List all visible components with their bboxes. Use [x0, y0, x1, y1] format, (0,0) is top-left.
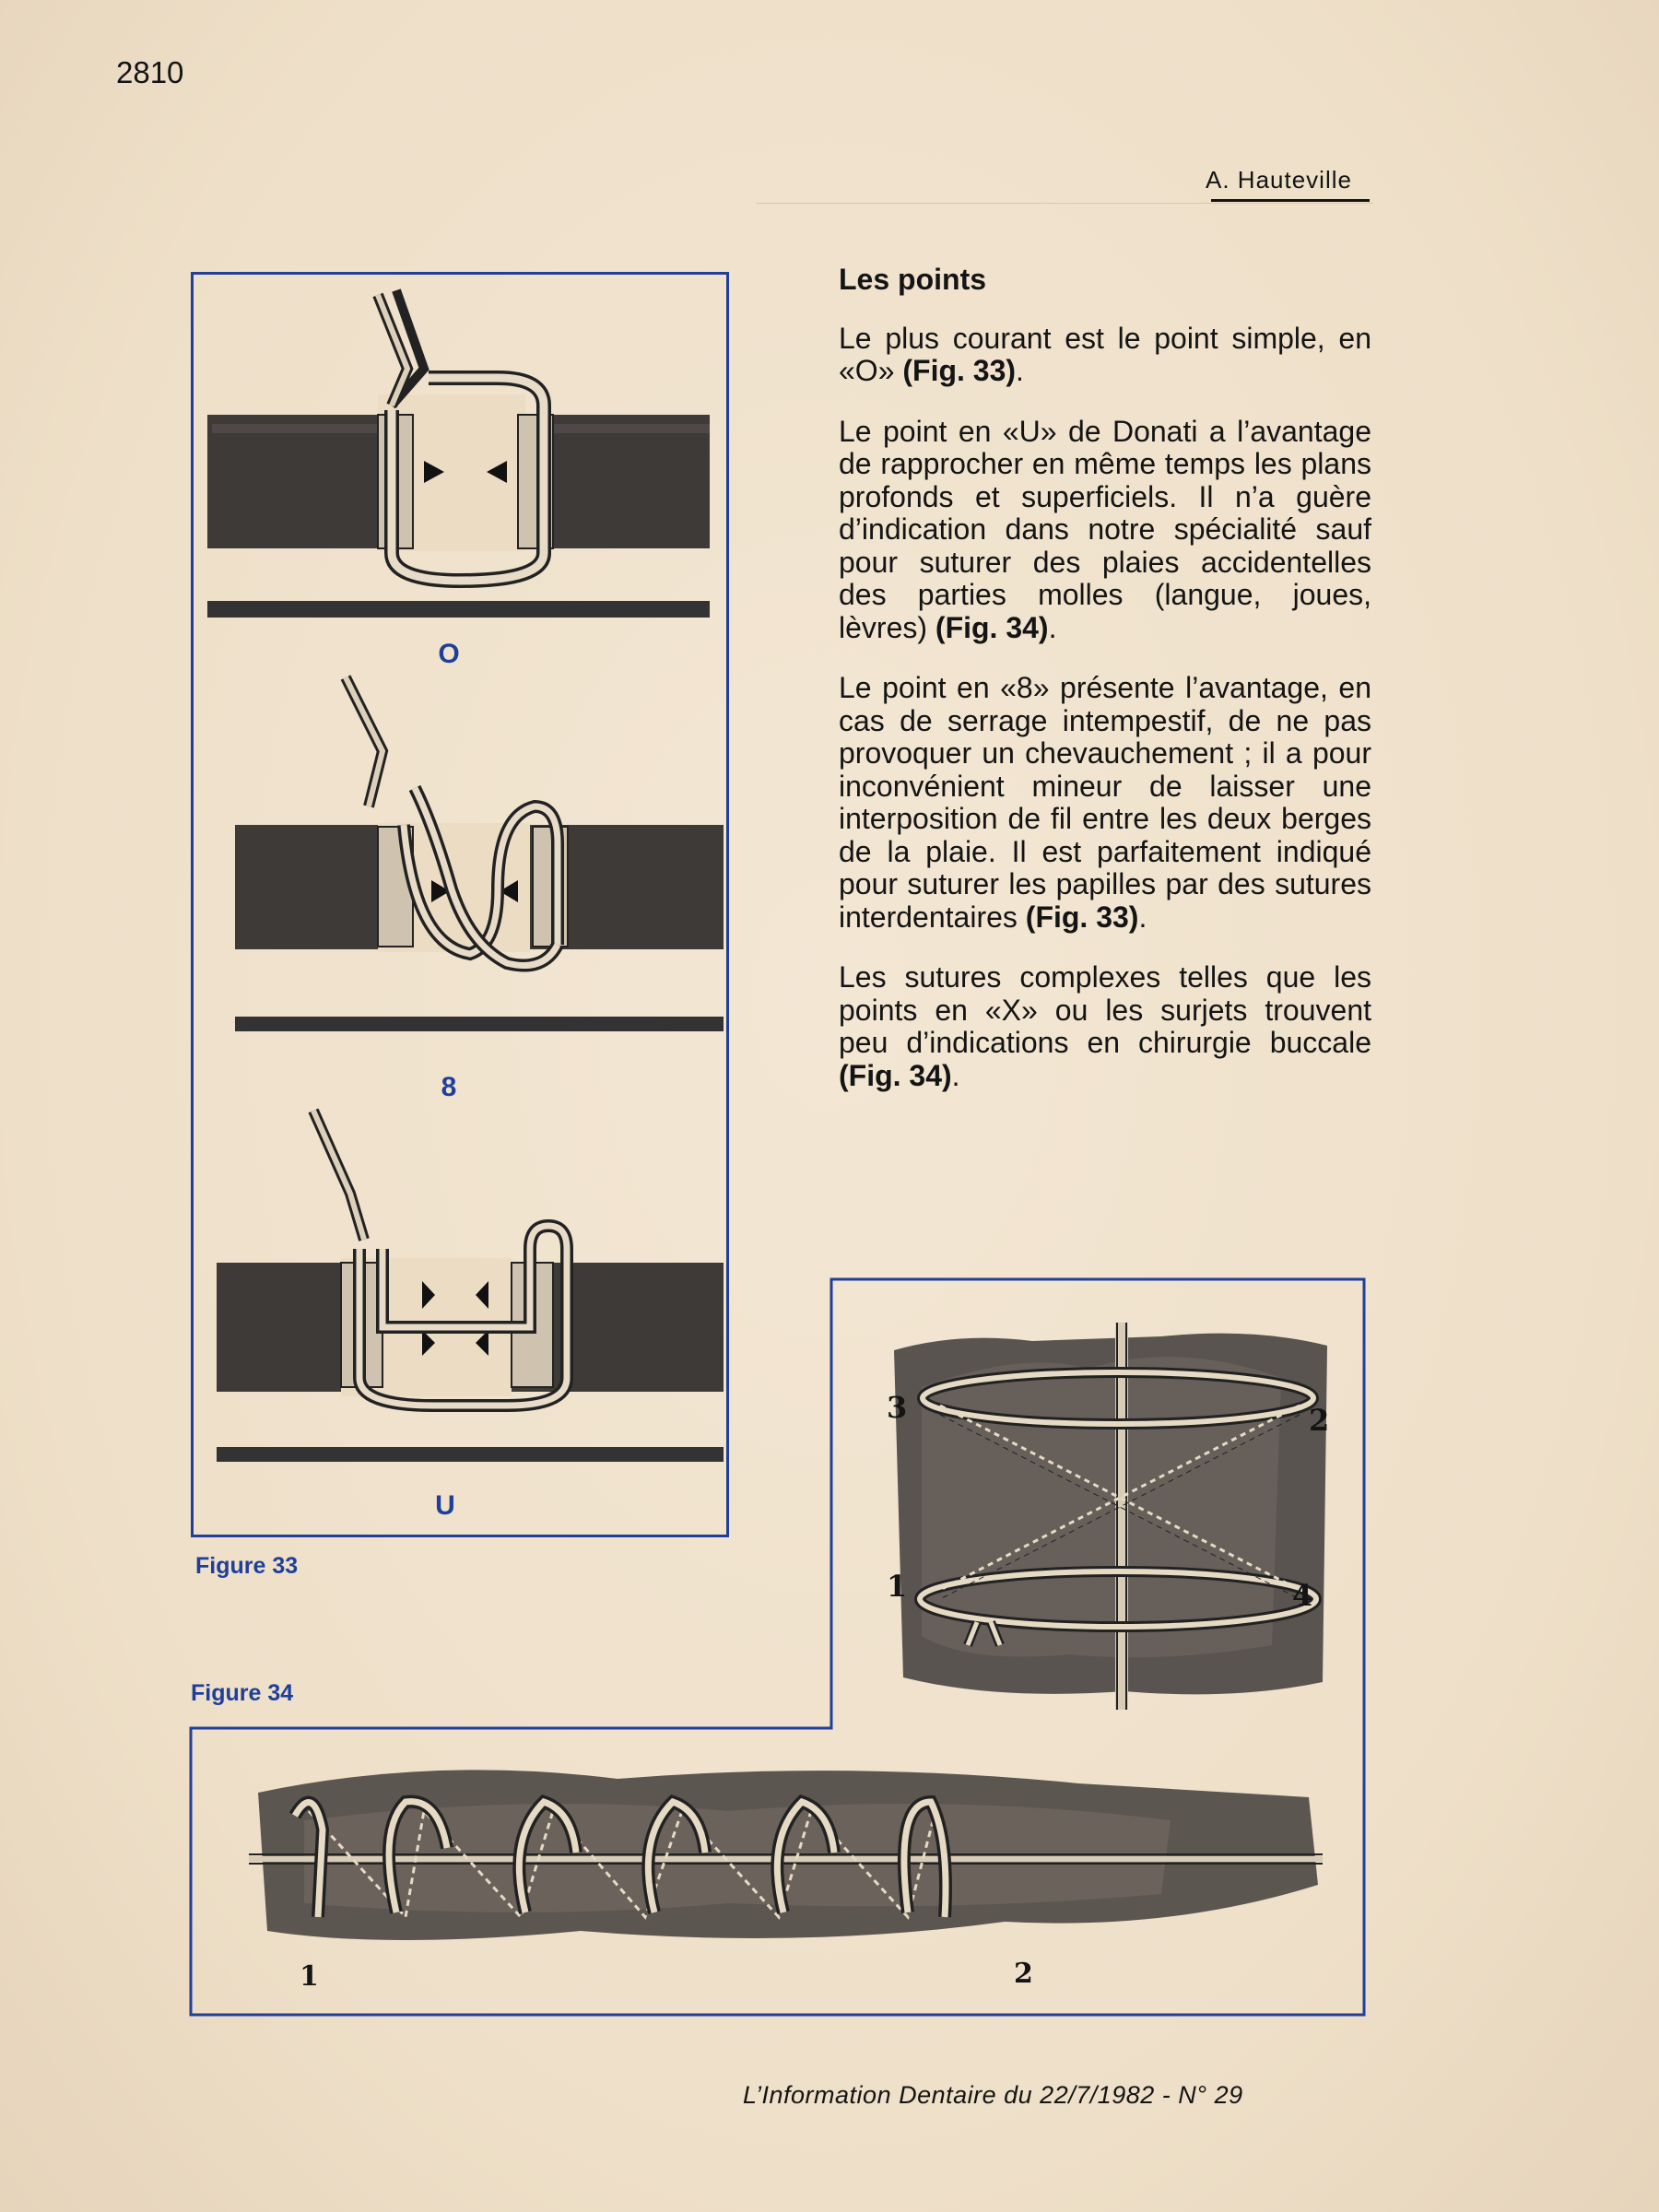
paragraph-8-stitch: Le point en «8» présente l’avantage, en cas de serrage intempestif, de ne pas provoquer un chevauchement ; il a pour inconvénient mineur de laisser une interposition de fil entre les deux berges de la plaie. Il est parfaitement indiqué pour suturer les papilles par des sutures interdentaires (Fig. 33).	[839, 671, 1371, 934]
figure-ref: (Fig. 33)	[1025, 900, 1139, 934]
section-title: Les points	[839, 263, 987, 296]
running-stitch-number: 2	[1014, 1958, 1033, 1990]
paragraph-o-stitch: Le plus courant est le point simple, en «O» (Fig. 33).	[839, 321, 1371, 387]
running-stitch-illustration	[249, 1747, 1327, 2005]
figure-34-caption: Figure 34	[191, 1680, 294, 1706]
panel-label-o: O	[438, 639, 460, 669]
figure-33-caption: Figure 33	[195, 1553, 299, 1579]
x-stitch-number: 4	[1292, 1578, 1313, 1613]
figure-ref: (Fig. 34)	[839, 1058, 952, 1092]
figure-ref: (Fig. 33)	[902, 354, 1017, 387]
paragraph-complex-sutures: Les sutures complexes telles que les points en «X» ou les surjets trouvent peu d’indications en chirurgie buccale (Fig. 34).	[839, 960, 1371, 1092]
figure-ref: (Fig. 34)	[935, 610, 1049, 644]
x-stitch-number: 2	[1309, 1403, 1330, 1438]
x-stitch-number: 1	[887, 1569, 908, 1604]
author-name: A. Hauteville	[1206, 166, 1352, 194]
page-number: 2810	[116, 55, 184, 89]
panel-label-8: 8	[441, 1072, 457, 1102]
journal-footer: L’Information Dentaire du 22/7/1982 - N° 29	[743, 2081, 1243, 2109]
x-stitch-illustration	[885, 1313, 1346, 1719]
x-stitch-number: 3	[887, 1390, 908, 1425]
running-stitch-number: 1	[300, 1960, 319, 1993]
panel-label-u: U	[435, 1490, 455, 1521]
paragraph-u-stitch: Le point en «U» de Donati a l’avantage de rapprocher en même temps les plans profonds et superficiels. Il n’a guère d’indication dans notre spécialité sauf pour suturer des plaies accidentelles des parties molles (langue, joues, lèvres) (Fig. 34).	[839, 414, 1371, 644]
